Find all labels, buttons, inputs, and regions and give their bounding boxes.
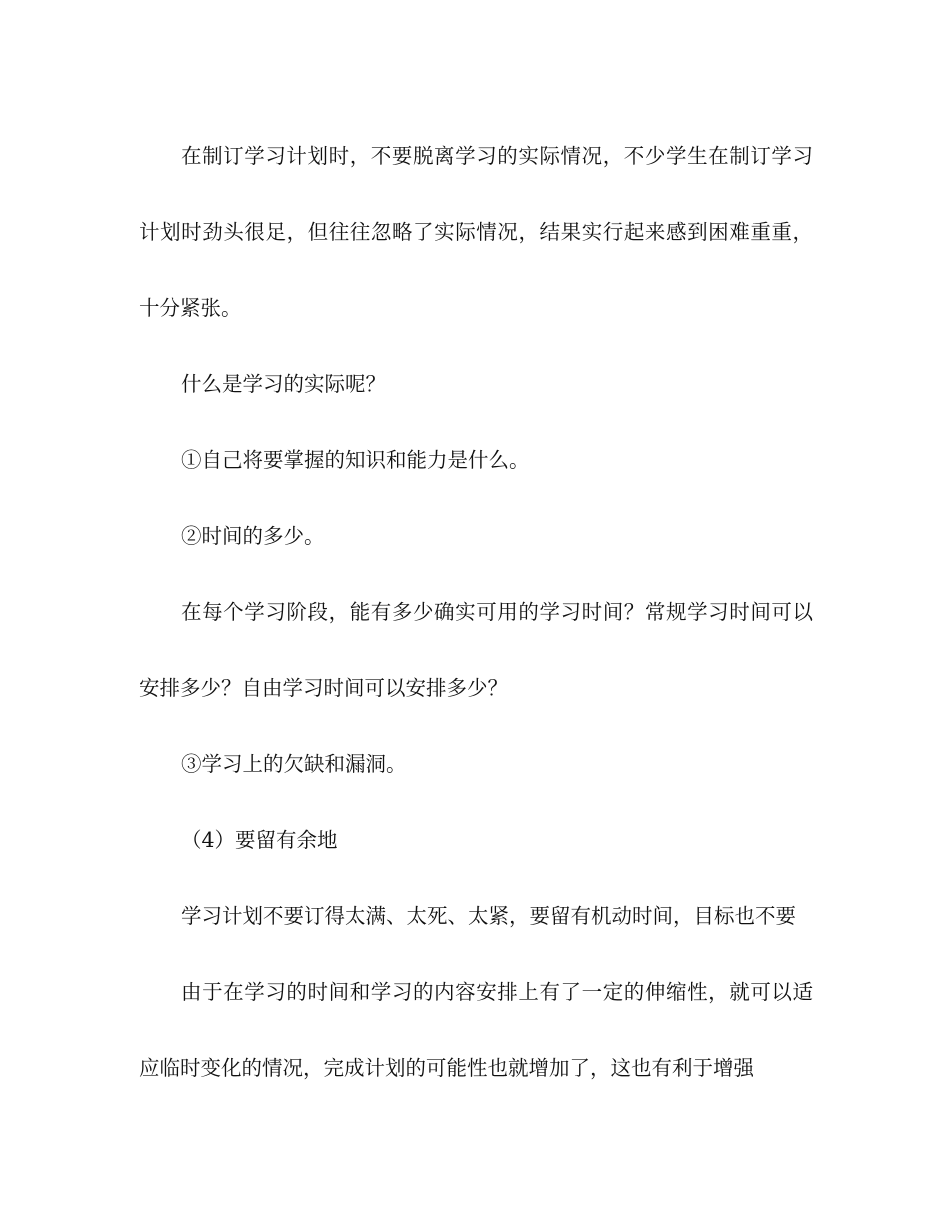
paragraph-flexibility: 由于在学习的时间和学习的内容安排上有了一定的伸缩性，就可以适应临时变化的情况，完成计划的可能性也就增加了，这也有利于增强 [139, 980, 813, 1080]
document-body [139, 118, 813, 1106]
paragraph-item-3: ③学习上的欠缺和漏洞。 [181, 752, 407, 776]
section-heading-leave-room: （4）要留有余地 [181, 828, 338, 852]
paragraph-not-too-full: 学习计划不要订得太满、太死、太紧，要留有机动时间，目标也不要 [181, 904, 796, 928]
paragraph-item-2: ②时间的多少。 [181, 524, 325, 548]
paragraph-practical-situation: 在制订学习计划时，不要脱离学习的实际情况，不少学生在制订学习计划时劲头很足，但往往忽略了实际情况，结果实行起来感到困难重重，十分紧张。 [139, 144, 813, 320]
paragraph-time-questions: 在每个学习阶段，能有多少确实可用的学习时间？常规学习时间可以安排多少？自由学习时间可以安排多少？ [139, 600, 813, 700]
paragraph-question: 什么是学习的实际呢？ [181, 372, 386, 396]
paragraph-item-1: ①自己将要掌握的知识和能力是什么。 [181, 448, 530, 472]
